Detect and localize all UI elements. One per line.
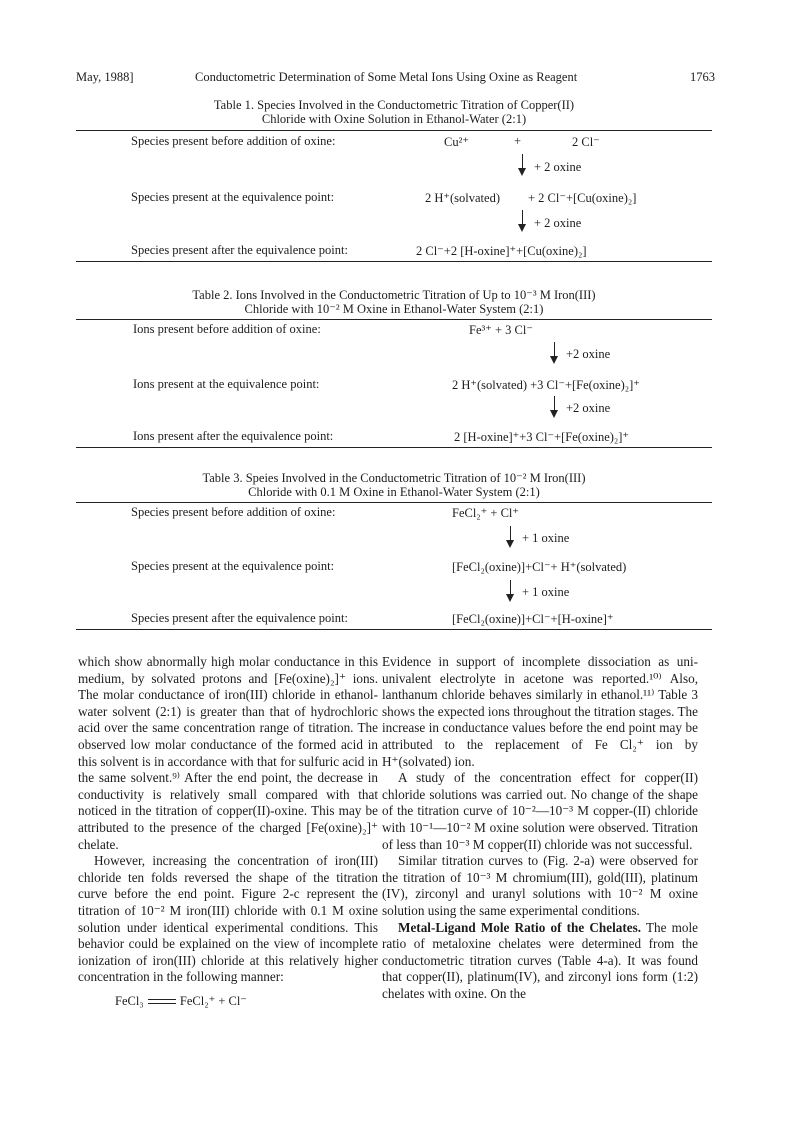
table-1-row-before-plus: +: [514, 134, 522, 148]
body-paragraph: Evidence in support of incomplete dissociation as uni-univalent electrolyte in acetone was reported.¹⁰⁾ Also, lanthanum chloride behaves similarly in ethanol.¹¹⁾ Table 3 shows the expected ions throughout the titration stages. The increase in conductance values before the end point may be attributed to the replacement of Fe Cl₂⁺ ion by H⁺(solvated) ion.: [382, 654, 698, 769]
table-3-down-arrow-icon-2: [506, 580, 516, 602]
table-3-row-equivalence-label: Species present at the equivalence point:: [131, 559, 335, 573]
table-1-top-rule: [76, 130, 712, 131]
table-2-row-after-label: Ions present after the equivalence point:: [133, 429, 334, 443]
table-2-row-equivalence-label: Ions present at the equivalence point:: [133, 377, 320, 391]
table-3: [76, 471, 712, 639]
table-1: [76, 98, 712, 268]
table-2-reagent-1: +2 oxine: [566, 347, 611, 361]
table-2-top-rule: [76, 319, 712, 320]
equation-reactant: FeCl₃: [115, 994, 144, 1008]
running-head: [76, 70, 715, 88]
running-head-title: Conductometric Determination of Some Metal Ions Using Oxine as Reagent: [195, 70, 578, 84]
table-1-row-before-species-1: Cu²⁺: [444, 135, 469, 149]
table-1-row-before-label: Species present before addition of oxine:: [131, 134, 336, 148]
section-text: The mole ratio of metaloxine chelates were determined from the conductometric titration curves (Table 4-a). It was found that copper(II), platinum(IV), and zirconyl ions form (1:2) chelates with oxine. On the: [382, 919, 698, 1001]
table-2-row-before-ions: Fe³⁺ + 3 Cl⁻: [469, 323, 533, 337]
table-2-row-before-label: Ions present before addition of oxine:: [133, 322, 321, 336]
table-3-row-equivalence-species: [FeCl₂(oxine)]+Cl⁻+ H⁺(solvated): [452, 560, 627, 574]
table-2-reagent-2: +2 oxine: [566, 401, 611, 415]
body-column-left: [78, 654, 378, 986]
body-column-right: [382, 654, 698, 1002]
table-1-down-arrow-icon: [518, 154, 528, 176]
table-3-row-before-species: FeCl₂⁺ + Cl⁺: [452, 506, 519, 520]
table-2-down-arrow-icon: [550, 342, 560, 364]
table-1-row-equivalence-species-2: + 2 Cl⁻+[Cu(oxine)₂]: [528, 191, 637, 205]
body-paragraph: A study of the concentration effect for copper(II) chloride solutions was carried out. No change of the shape of the titration curve of 10⁻²—10⁻³ M copper-(II) chloride with 10⁻¹—10⁻² M oxine solution were observed. Titration of less than 10⁻³ M copper(II) chloride was not successful.: [382, 770, 698, 852]
body-paragraph: However, increasing the concentration of iron(III) chloride ten folds reversed the shape of the titration curve before the end point. Figure 2-c represent the titration of 10⁻² M iron(III) chloride with 0.1 M oxine solution under identical experimental conditions. This behavior could be explained on the view of incomplete ionization of iron(III) chloride at this relatively higher concentration in the following manner:: [78, 853, 378, 985]
table-1-caption-line-2: Chloride with Oxine Solution in Ethanol-Water (2:1): [261, 112, 527, 126]
table-2: [76, 288, 712, 456]
table-2-row-equivalence-ions: 2 H⁺(solvated) +3 Cl⁻+[Fe(oxine)₂]⁺: [452, 378, 640, 392]
table-3-caption-line-2: Chloride with 0.1 M Oxine in Ethanol-Water System (2:1): [248, 485, 540, 499]
page-number: 1763: [690, 70, 715, 84]
table-3-row-before-label: Species present before addition of oxine:: [131, 505, 336, 519]
table-3-top-rule: [76, 502, 712, 503]
table-3-row-after-label: Species present after the equivalence point:: [131, 611, 348, 625]
section-heading: Metal-Ligand Mole Ratio of the Chelates.: [398, 919, 642, 935]
table-1-row-equivalence-species-1: 2 H⁺(solvated): [425, 191, 500, 205]
body-paragraph: which show abnormally high molar conductance in this medium, by solvated protons and [Fe(oxine)₂]⁺ ions. The molar conductance of iron(III) chloride in ethanol-water solvent (2:1) is greater than that of hydrochloric acid over the same concentration range of titration. The observed low molar conductance of the formed acid in this solvent is in accordance with that for sulfuric acid in the same solvent.⁹⁾ After the end point, the decrease in conductivity is relatively small compared with that noticed in the titration of copper(II)-oxine. This may be attributed to the presence of the charged [Fe(oxine)₂]⁺ chelate.: [78, 654, 378, 852]
table-1-down-arrow-icon-2: [518, 210, 528, 232]
table-3-caption-line-1: Table 3. Speies Involved in the Conductometric Titration of 10⁻² M Iron(III): [202, 471, 586, 485]
table-1-row-before-species-2: 2 Cl⁻: [572, 135, 600, 149]
body-paragraph: [382, 920, 698, 1003]
table-1-caption-line-1: Table 1. Species Involved in the Conductometric Titration of Copper(II): [213, 98, 575, 112]
table-3-reagent-2: + 1 oxine: [522, 585, 570, 599]
table-3-row-after-species: [FeCl₂(oxine)]+Cl⁻+[H-oxine]⁺: [452, 612, 614, 626]
table-1-row-equivalence-label: Species present at the equivalence point:: [131, 190, 335, 204]
table-2-caption-line-2: Chloride with 10⁻² M Oxine in Ethanol-Water System (2:1): [244, 302, 544, 316]
running-head-date: May, 1988]: [76, 70, 134, 84]
table-2-bottom-rule: [76, 447, 712, 448]
table-2-row-after-ions: 2 [H-oxine]⁺+3 Cl⁻+[Fe(oxine)₂]⁺: [454, 430, 630, 444]
table-1-reagent-1: + 2 oxine: [534, 160, 582, 174]
body-paragraph: Similar titration curves to (Fig. 2-a) were observed for the titration of 10⁻³ M chromium(III), gold(III), platinum (IV), zirconyl and uranyl solutions with 10⁻² M oxine solution using the same experimental conditions.: [382, 853, 698, 918]
equilibrium-arrow-icon: [148, 997, 176, 1007]
equation-iron-chloride-dissociation: [115, 993, 247, 1009]
table-2-down-arrow-icon-2: [550, 396, 560, 418]
table-1-bottom-rule: [76, 261, 712, 262]
equation-products: FeCl₂⁺ + Cl⁻: [179, 994, 247, 1008]
table-3-down-arrow-icon: [506, 526, 516, 548]
table-3-bottom-rule: [76, 629, 712, 630]
table-1-row-after-label: Species present after the equivalence point:: [131, 243, 348, 257]
table-1-reagent-2: + 2 oxine: [534, 216, 582, 230]
table-3-reagent-1: + 1 oxine: [522, 531, 570, 545]
table-2-caption-line-1: Table 2. Ions Involved in the Conductometric Titration of Up to 10⁻³ M Iron(III): [192, 288, 596, 302]
table-1-row-after-species: 2 Cl⁻+2 [H-oxine]⁺+[Cu(oxine)₂]: [416, 244, 587, 258]
